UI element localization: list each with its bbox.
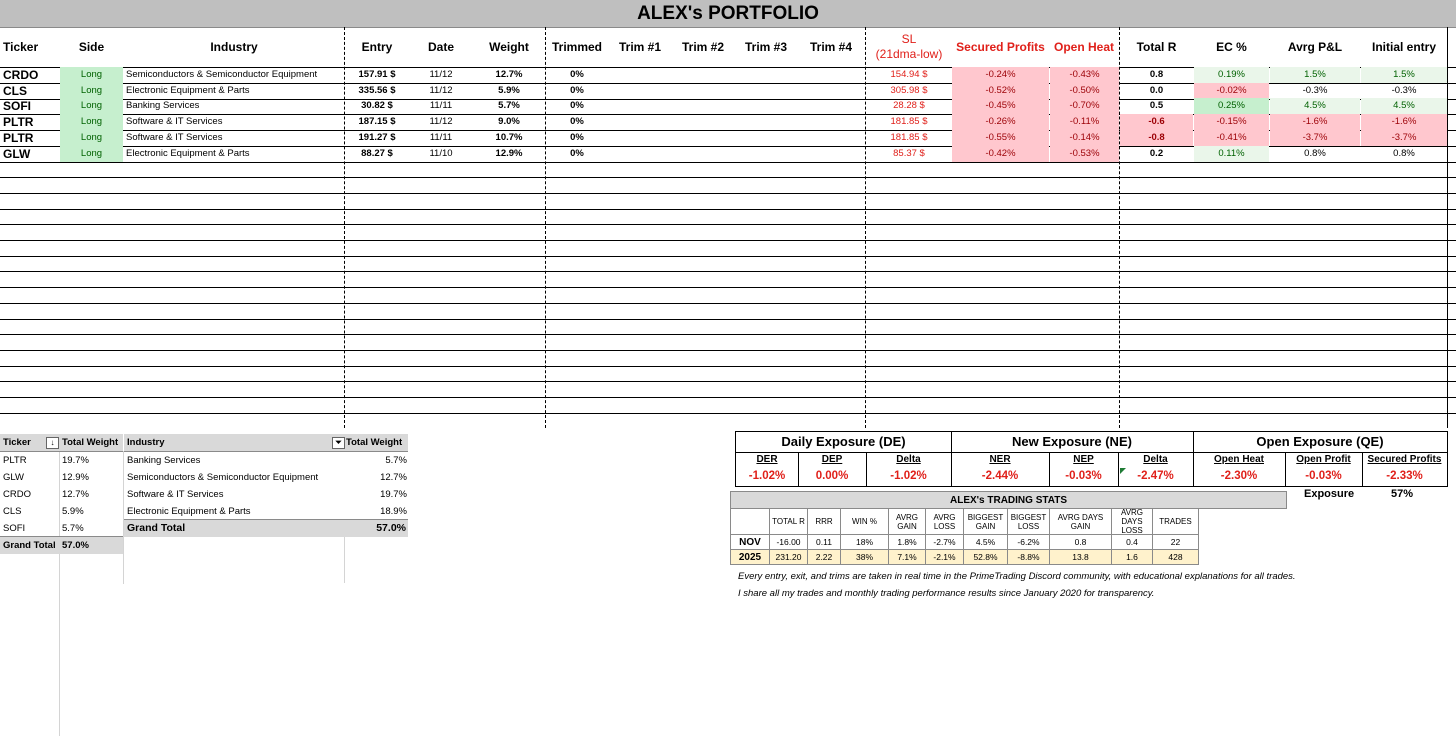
stats-cell[interactable]: 231.20 xyxy=(770,550,808,565)
pivot-ticker-weight[interactable]: 5.7% xyxy=(62,523,84,534)
pivot-ticker-name[interactable]: PLTR xyxy=(3,455,27,466)
pivot-industry-name[interactable]: Banking Services xyxy=(127,455,201,466)
pivot-ticker-weight[interactable]: 5.9% xyxy=(62,506,84,517)
stats-cell[interactable]: -2.1% xyxy=(926,550,964,565)
stats-cell[interactable]: 0.8 xyxy=(1050,535,1112,550)
table-row xyxy=(0,365,1456,382)
pivot-ticker-weight[interactable]: 12.7% xyxy=(62,489,89,500)
header-weight: Weight xyxy=(489,39,529,54)
header-date: Date xyxy=(427,39,454,54)
date-cell[interactable]: 11/12 xyxy=(429,116,453,128)
date-cell[interactable]: 11/11 xyxy=(429,131,453,143)
nep-label: NEP xyxy=(1073,454,1094,465)
pivot-industry-name[interactable]: Semiconductors & Semiconductor Equipment xyxy=(127,472,319,483)
ec-cell[interactable]: -0.02% xyxy=(1194,83,1269,99)
open-profit-value: -0.03% xyxy=(1305,470,1342,482)
ec-cell[interactable]: -0.15% xyxy=(1194,114,1269,130)
stats-cell[interactable]: 22 xyxy=(1153,535,1199,550)
open-exposure-title: Open Exposure (QE) xyxy=(1256,434,1384,449)
table-row xyxy=(0,161,1456,178)
industry-cell[interactable]: Software & IT Services xyxy=(126,131,223,143)
header-open-heat: Open Heat xyxy=(1053,39,1114,54)
stop-loss-cell[interactable]: 181.85 $ xyxy=(890,116,928,128)
total-r-cell[interactable]: 0.2 xyxy=(1149,147,1164,159)
exposure-panel xyxy=(735,431,1448,487)
grand-total-value: 57.0% xyxy=(376,522,406,534)
stats-header-cell: AVRG DAYS LOSS xyxy=(1112,509,1153,535)
avrg-pl-cell[interactable]: -3.7% xyxy=(1270,130,1360,146)
industry-cell[interactable]: Semiconductors & Semiconductor Equipment xyxy=(126,69,318,80)
entry-cell[interactable]: 335.56 $ xyxy=(358,84,396,96)
pivot-ticker-name[interactable]: SOFI xyxy=(3,523,26,534)
stats-header-cell: AVRG LOSS xyxy=(926,509,964,535)
ec-cell[interactable]: -0.41% xyxy=(1194,130,1269,146)
stats-cell[interactable]: 1.6 xyxy=(1112,550,1153,565)
footer-line-1: Every entry, exit, and trims are taken in real time in the PrimeTrading Discord community, with educational explanations for all trades. xyxy=(738,571,1296,582)
grand-total-value: 57.0% xyxy=(62,540,89,551)
trimmed-cell[interactable]: 0% xyxy=(570,147,584,159)
open-heat-cell[interactable]: -0.53% xyxy=(1050,146,1119,162)
date-cell[interactable]: 11/12 xyxy=(429,69,453,80)
col-divider xyxy=(545,27,546,428)
stats-header-cell: BIGGEST GAIN xyxy=(964,509,1008,535)
grand-total-label: Grand Total xyxy=(3,540,56,551)
avrg-pl-cell[interactable]: 1.5% xyxy=(1270,67,1360,83)
header-total-r: Total R xyxy=(1136,39,1177,54)
trimmed-cell[interactable]: 0% xyxy=(570,131,584,143)
stats-cell[interactable]: 7.1% xyxy=(889,550,926,565)
col-divider xyxy=(344,27,345,428)
footer-line-2: I share all my trades and monthly trading performance results since January 2020 for transparency. xyxy=(738,588,1155,599)
secured-profits-cell[interactable]: -0.52% xyxy=(952,83,1049,99)
stats-cell[interactable]: 2.22 xyxy=(808,550,841,565)
initial-entry-cell[interactable]: 4.5% xyxy=(1361,98,1447,114)
pivot-ticker-grand-total xyxy=(0,536,123,554)
weight-cell[interactable]: 10.7% xyxy=(495,131,523,143)
delta-label: Delta xyxy=(1143,454,1168,465)
stop-loss-cell[interactable]: 28.28 $ xyxy=(893,100,925,112)
ec-cell[interactable]: 0.25% xyxy=(1194,98,1269,114)
ticker-cell[interactable]: GLW xyxy=(3,146,31,161)
open-profit-label: Open Profit xyxy=(1296,454,1351,465)
stats-header-cell: WIN % xyxy=(841,509,889,535)
entry-cell[interactable]: 191.27 $ xyxy=(358,131,396,143)
delta-label: Delta xyxy=(896,454,921,465)
weight-cell[interactable]: 12.9% xyxy=(495,147,523,159)
header-sl-line1: SL xyxy=(901,32,917,46)
industry-cell[interactable]: Electronic Equipment & Parts xyxy=(126,147,250,159)
secured-profits-cell[interactable]: -0.55% xyxy=(952,130,1049,146)
col-divider xyxy=(1447,27,1448,428)
table-row xyxy=(0,193,1456,210)
table-row xyxy=(0,287,1456,304)
total-r-cell[interactable]: -0.6 xyxy=(1120,114,1193,130)
avrg-pl-cell[interactable]: -1.6% xyxy=(1270,114,1360,130)
initial-entry-cell[interactable]: 0.8% xyxy=(1393,147,1415,159)
exposure-label: Exposure xyxy=(1304,488,1355,500)
entry-cell[interactable]: 187.15 $ xyxy=(358,116,396,128)
side-badge[interactable]: Long xyxy=(60,114,123,130)
stats-cell[interactable]: 4.5% xyxy=(964,535,1008,550)
weight-cell[interactable]: 9.0% xyxy=(498,116,520,128)
stop-loss-cell[interactable]: 154.94 $ xyxy=(890,69,928,80)
header-industry: Industry xyxy=(210,39,258,54)
header-avrg-pl: Avrg P&L xyxy=(1287,39,1343,54)
table-row xyxy=(0,303,1456,320)
ticker-cell[interactable]: PLTR xyxy=(3,130,34,145)
header-trim4: Trim #4 xyxy=(809,39,853,54)
stats-row-label: 2025 xyxy=(730,550,770,565)
ec-cell[interactable]: 0.11% xyxy=(1194,146,1269,162)
initial-entry-cell[interactable]: -0.3% xyxy=(1391,84,1417,96)
stats-cell[interactable]: 0.11 xyxy=(808,535,841,550)
stats-cell[interactable]: -8.8% xyxy=(1008,550,1050,565)
pivot-ticker-weight[interactable]: 19.7% xyxy=(62,455,89,466)
entry-cell[interactable]: 30.82 $ xyxy=(361,100,393,112)
total-r-cell[interactable]: 0.8 xyxy=(1149,69,1164,80)
header-sl-line2: (21dma-low) xyxy=(875,47,943,61)
stats-header-cell: AVRG GAIN xyxy=(889,509,926,535)
ner-value: -2.44% xyxy=(981,470,1019,482)
stats-header-cell: AVRG DAYS GAIN xyxy=(1050,509,1112,535)
header-trim2: Trim #2 xyxy=(681,39,725,54)
industry-cell[interactable]: Electronic Equipment & Parts xyxy=(126,84,250,96)
table-header xyxy=(0,27,1456,68)
table-row xyxy=(0,271,1456,288)
header-initial: Initial entry xyxy=(1371,39,1436,54)
grid-line xyxy=(344,535,345,583)
pivot-industry-weight[interactable]: 19.7% xyxy=(380,489,407,500)
stats-cell[interactable]: 13.8 xyxy=(1050,550,1112,565)
grid-line xyxy=(59,451,60,736)
stats-cell[interactable]: 18% xyxy=(841,535,889,550)
stats-header-cell: RRR xyxy=(808,509,841,535)
stats-header-cell: TRADES xyxy=(1153,509,1199,535)
ticker-cell[interactable]: CLS xyxy=(3,83,27,98)
weight-cell[interactable]: 12.7% xyxy=(495,69,523,80)
total-r-cell[interactable]: 0.5 xyxy=(1149,100,1164,112)
pivot-industry-name[interactable]: Electronic Equipment & Parts xyxy=(127,506,251,517)
nep-value: -0.03% xyxy=(1065,470,1102,482)
pivot-ticker-name[interactable]: GLW xyxy=(3,472,24,483)
initial-entry-cell[interactable]: -3.7% xyxy=(1361,130,1447,146)
secured-profits-label: Secured Profits xyxy=(1367,454,1442,465)
table-row xyxy=(0,67,1456,84)
entry-cell[interactable]: 157.91 $ xyxy=(358,69,396,80)
avrg-pl-cell[interactable]: 4.5% xyxy=(1270,98,1360,114)
stats-cell[interactable]: 38% xyxy=(841,550,889,565)
stats-row-label: NOV xyxy=(730,535,770,550)
ticker-cell[interactable]: CRDO xyxy=(3,68,39,82)
pivot-ticker-weight[interactable]: 12.9% xyxy=(62,472,89,483)
side-badge[interactable]: Long xyxy=(60,67,123,83)
entry-cell[interactable]: 88.27 $ xyxy=(361,147,393,159)
secured-profits-value: -2.33% xyxy=(1386,470,1423,482)
pivot-industry-col: Industry xyxy=(127,437,165,448)
table-row xyxy=(0,114,1456,131)
comment-marker-icon xyxy=(1120,468,1126,474)
date-cell[interactable]: 11/10 xyxy=(429,147,453,159)
grid-line xyxy=(123,451,124,584)
trimmed-cell[interactable]: 0% xyxy=(570,69,584,80)
pivot-industry-weight[interactable]: 5.7% xyxy=(385,455,407,466)
stats-cell[interactable]: 1.8% xyxy=(889,535,926,550)
table-row xyxy=(0,350,1456,367)
delta-value: -1.02% xyxy=(890,470,927,482)
ner-label: NER xyxy=(989,454,1011,465)
trimmed-cell[interactable]: 0% xyxy=(570,84,584,96)
table-row xyxy=(0,208,1456,225)
portfolio-title: ALEX's PORTFOLIO xyxy=(0,0,1456,28)
table-row xyxy=(0,130,1456,147)
side-badge[interactable]: Long xyxy=(60,146,123,162)
header-sl xyxy=(866,27,952,67)
stats-cell[interactable]: -6.2% xyxy=(1008,535,1050,550)
total-r-cell[interactable]: 0.0 xyxy=(1149,84,1164,96)
industry-cell[interactable]: Software & IT Services xyxy=(126,116,223,128)
header-entry: Entry xyxy=(361,39,393,54)
pivot-ticker-name[interactable]: CLS xyxy=(3,506,22,517)
pivot-ticker-header xyxy=(0,434,123,452)
table-row xyxy=(0,146,1456,163)
weight-cell[interactable]: 5.9% xyxy=(498,84,520,96)
daily-exposure-title: Daily Exposure (DE) xyxy=(781,434,906,449)
pivot-industry-weight[interactable]: 18.9% xyxy=(380,506,407,517)
open-heat-cell[interactable]: -0.70% xyxy=(1050,98,1119,114)
header-secured: Secured Profits xyxy=(956,39,1045,54)
pivot-ticker-col: Ticker xyxy=(3,437,31,448)
trimmed-cell[interactable]: 0% xyxy=(570,100,584,112)
table-row xyxy=(0,381,1456,398)
filter-icon[interactable]: ⏷ xyxy=(332,437,345,449)
header-ec: EC % xyxy=(1216,39,1247,54)
grand-total-label: Grand Total xyxy=(127,522,186,534)
open-heat-cell[interactable]: -0.50% xyxy=(1050,83,1119,99)
secured-profits-cell[interactable]: -0.42% xyxy=(952,146,1049,162)
table-row xyxy=(0,318,1456,335)
new-exposure-title: New Exposure (NE) xyxy=(1012,434,1132,449)
trimmed-cell[interactable]: 0% xyxy=(570,116,584,128)
pivot-industry-weight[interactable]: 12.7% xyxy=(380,472,407,483)
secured-profits-cell[interactable]: -0.45% xyxy=(952,98,1049,114)
stats-cell[interactable]: 428 xyxy=(1153,550,1199,565)
open-heat-cell[interactable]: -0.14% xyxy=(1050,130,1119,146)
ticker-cell[interactable]: SOFI xyxy=(3,99,32,114)
weight-cell[interactable]: 5.7% xyxy=(498,100,520,112)
stats-header-cell: BIGGEST LOSS xyxy=(1008,509,1050,535)
stats-cell[interactable]: 0.4 xyxy=(1112,535,1153,550)
stats-cell[interactable]: -2.7% xyxy=(926,535,964,550)
table-row xyxy=(0,397,1456,414)
total-r-cell[interactable]: -0.8 xyxy=(1120,130,1193,146)
col-divider xyxy=(865,27,866,428)
header-trimmed: Trimmed xyxy=(551,39,602,54)
stats-cell[interactable]: -16.00 xyxy=(770,535,808,550)
header-trim1: Trim #1 xyxy=(618,39,662,54)
table-row xyxy=(0,98,1456,115)
ticker-cell[interactable]: PLTR xyxy=(3,115,34,130)
header-side: Side xyxy=(78,39,105,54)
table-row xyxy=(0,224,1456,241)
open-heat-cell[interactable]: -0.11% xyxy=(1050,114,1119,130)
dep-label: DEP xyxy=(821,454,843,465)
dep-value: 0.00% xyxy=(815,470,849,482)
pivot-industry-name[interactable]: Software & IT Services xyxy=(127,489,224,500)
table-row xyxy=(0,334,1456,351)
initial-entry-cell[interactable]: -1.6% xyxy=(1361,114,1447,130)
side-badge[interactable]: Long xyxy=(60,83,123,99)
table-row xyxy=(0,83,1456,100)
sort-filter-icon[interactable]: ↓ xyxy=(46,437,59,449)
open-heat-value: -2.30% xyxy=(1220,470,1258,482)
pivot-industry-weight-col: Total Weight xyxy=(346,437,403,448)
table-row xyxy=(0,255,1456,272)
open-heat-cell[interactable]: -0.43% xyxy=(1050,67,1119,83)
table-row xyxy=(0,240,1456,257)
col-divider xyxy=(1119,27,1120,428)
exposure-value: 57% xyxy=(1391,488,1414,500)
initial-entry-cell[interactable]: 1.5% xyxy=(1361,67,1447,83)
avrg-pl-cell[interactable]: -0.3% xyxy=(1302,84,1328,96)
pivot-ticker-weight-col: Total Weight xyxy=(62,437,119,448)
table-row xyxy=(0,177,1456,194)
stats-corner-cell xyxy=(730,509,770,535)
der-label: DER xyxy=(756,454,778,465)
open-heat-label: Open Heat xyxy=(1213,454,1264,465)
stats-cell[interactable]: 52.8% xyxy=(964,550,1008,565)
date-cell[interactable]: 11/12 xyxy=(429,84,453,96)
secured-profits-cell[interactable]: -0.26% xyxy=(952,114,1049,130)
stats-header-cell: TOTAL R xyxy=(770,509,808,535)
stop-loss-cell[interactable]: 85.37 $ xyxy=(893,147,925,159)
stats-title: ALEX's TRADING STATS xyxy=(730,491,1287,509)
side-badge[interactable]: Long xyxy=(60,130,123,146)
date-cell[interactable]: 11/11 xyxy=(429,100,453,112)
pivot-industry-header xyxy=(124,434,408,452)
industry-cell[interactable]: Banking Services xyxy=(126,100,200,112)
stop-loss-cell[interactable]: 305.98 $ xyxy=(890,84,928,96)
side-badge[interactable]: Long xyxy=(60,98,123,114)
avrg-pl-cell[interactable]: 0.8% xyxy=(1304,147,1326,159)
pivot-industry-grand-total xyxy=(124,519,408,537)
ec-cell[interactable]: 0.19% xyxy=(1194,67,1269,83)
header-ticker: Ticker xyxy=(3,39,39,54)
delta-value: -2.47% xyxy=(1137,470,1174,482)
header-trim3: Trim #3 xyxy=(744,39,788,54)
pivot-ticker-name[interactable]: CRDO xyxy=(3,489,31,500)
secured-profits-cell[interactable]: -0.24% xyxy=(952,67,1049,83)
der-value: -1.02% xyxy=(748,470,786,482)
stop-loss-cell[interactable]: 181.85 $ xyxy=(890,131,928,143)
